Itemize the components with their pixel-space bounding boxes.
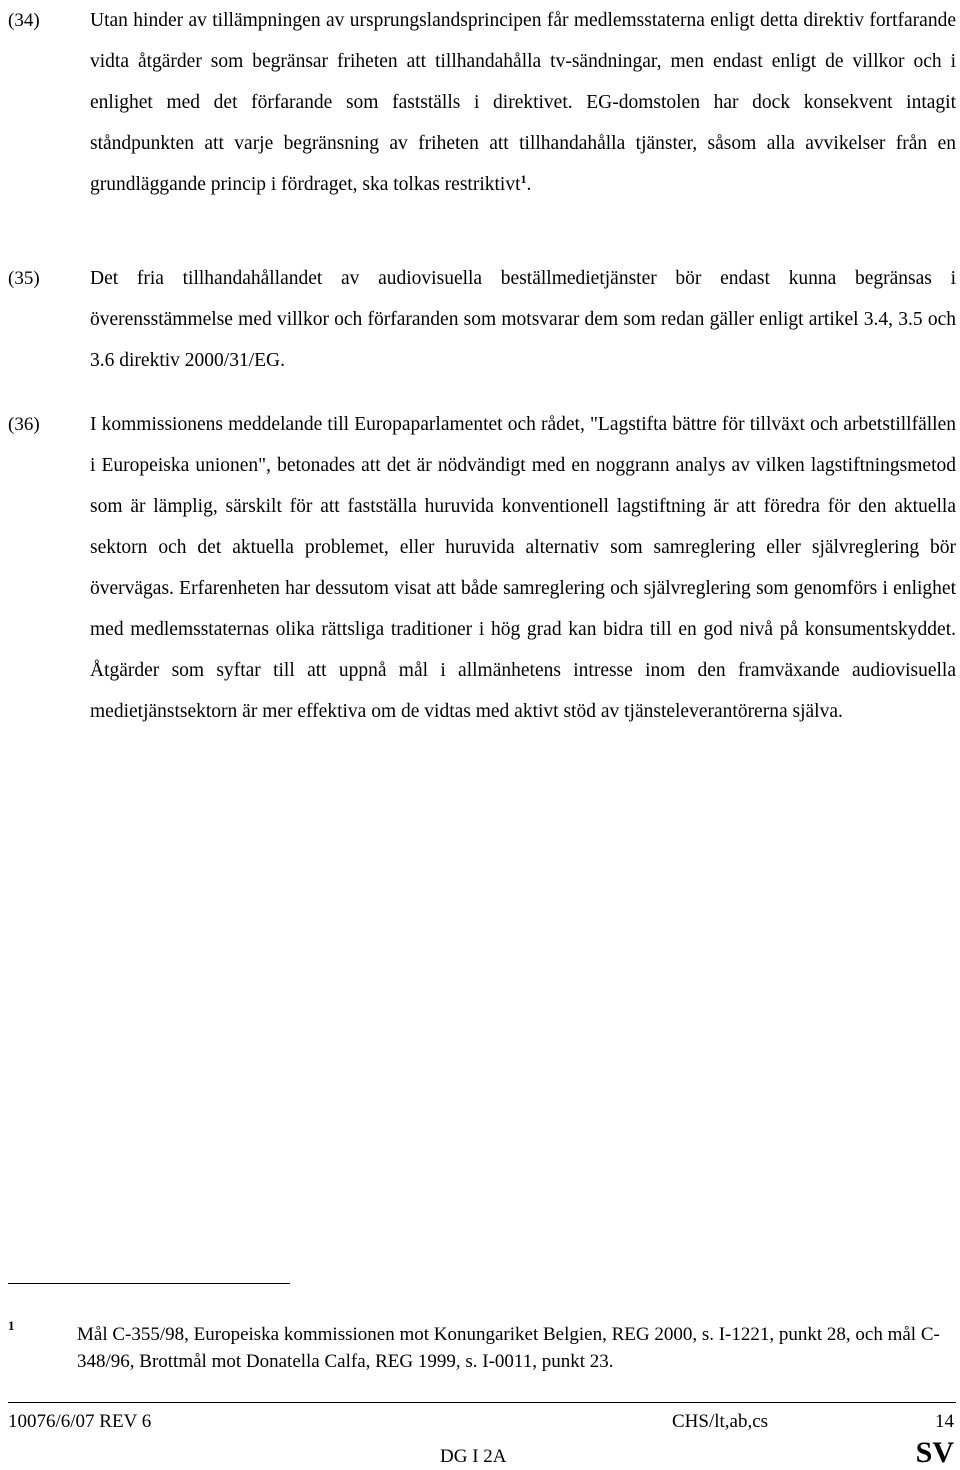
author-initials: CHS/lt,ab,cs: [672, 1411, 769, 1432]
directorate-code: DG I 2A: [440, 1446, 507, 1467]
paragraph-text: Det fria tillhandahållandet av audiovisuella beställmedietjänster bör endast kunna begränsas i överensstämmelse med villkor och förfaranden som motsvarar dem som redan gäller enligt artikel 3.4, 3.5 och 3.6 direktiv 2000/31/EG.: [90, 268, 956, 371]
page-number: 14: [935, 1411, 954, 1432]
paragraph-body: Utan hinder av tillämpningen av ursprungslandsprincipen får medlemsstaterna enligt detta direktiv fortfarande vidta åtgärder som begränsar friheten att tillhandahålla tv-sändningar, men endast enligt de villkor och i enlighet med det förfarande som fastställs i direktivet. EG-domstolen har dock konsekvent intagit ståndpunkten att varje begränsning av friheten att tillhandahålla tjänster, såsom alla avvikelser från en grundläggande princip i fördraget, ska tolkas restriktivt: [90, 10, 956, 195]
language-code: SV: [915, 1436, 954, 1469]
document-reference: 10076/6/07 REV 6: [8, 1411, 152, 1432]
footer-separator: [8, 1402, 956, 1403]
paragraph-number: (36): [8, 414, 40, 435]
footnote-separator: [8, 1283, 290, 1284]
paragraph-number: (34): [8, 10, 40, 31]
paragraph-number: (35): [8, 268, 40, 289]
paragraph-text: I kommissionens meddelande till Europaparlamentet och rådet, "Lagstifta bättre för tillväxt och arbetstillfällen i Europeiska unionen", betonades att det är nödvändigt med en noggrann analys av vilken lagstiftningsmetod som är lämplig, särskilt för att fastställa huruvida konventionell lagstiftning är att föredra för den aktuella sektorn och det aktuella problemet, eller huruvida alternativ som samreglering eller självreglering bör övervägas. Erfarenheten har dessutom visat att både samreglering och självreglering som genomförs i enlighet med medlemsstaternas olika rättsliga traditioner i hög grad kan bidra till en god nivå på konsumentskyddet. Åtgärder som syftar till att uppnå mål i allmänhetens intresse inom den framväxande audiovisuella medietjänstsektorn är mer effektiva om de vidtas med aktivt stöd av tjänsteleverantörerna själva.: [90, 414, 956, 722]
footnote-text: Mål C-355/98, Europeiska kommissionen mot Konungariket Belgien, REG 2000, s. I-1221, punkt 28, och mål C-348/96, Brottmål mot Donatella Calfa, REG 1999, s. I-0011, punkt 23.: [77, 1324, 940, 1372]
footnote-marker: 1: [8, 1318, 15, 1333]
footnote-reference[interactable]: 1: [520, 172, 527, 186]
paragraph-end: .: [526, 174, 532, 195]
paragraph-text: [90, 0, 956, 205]
